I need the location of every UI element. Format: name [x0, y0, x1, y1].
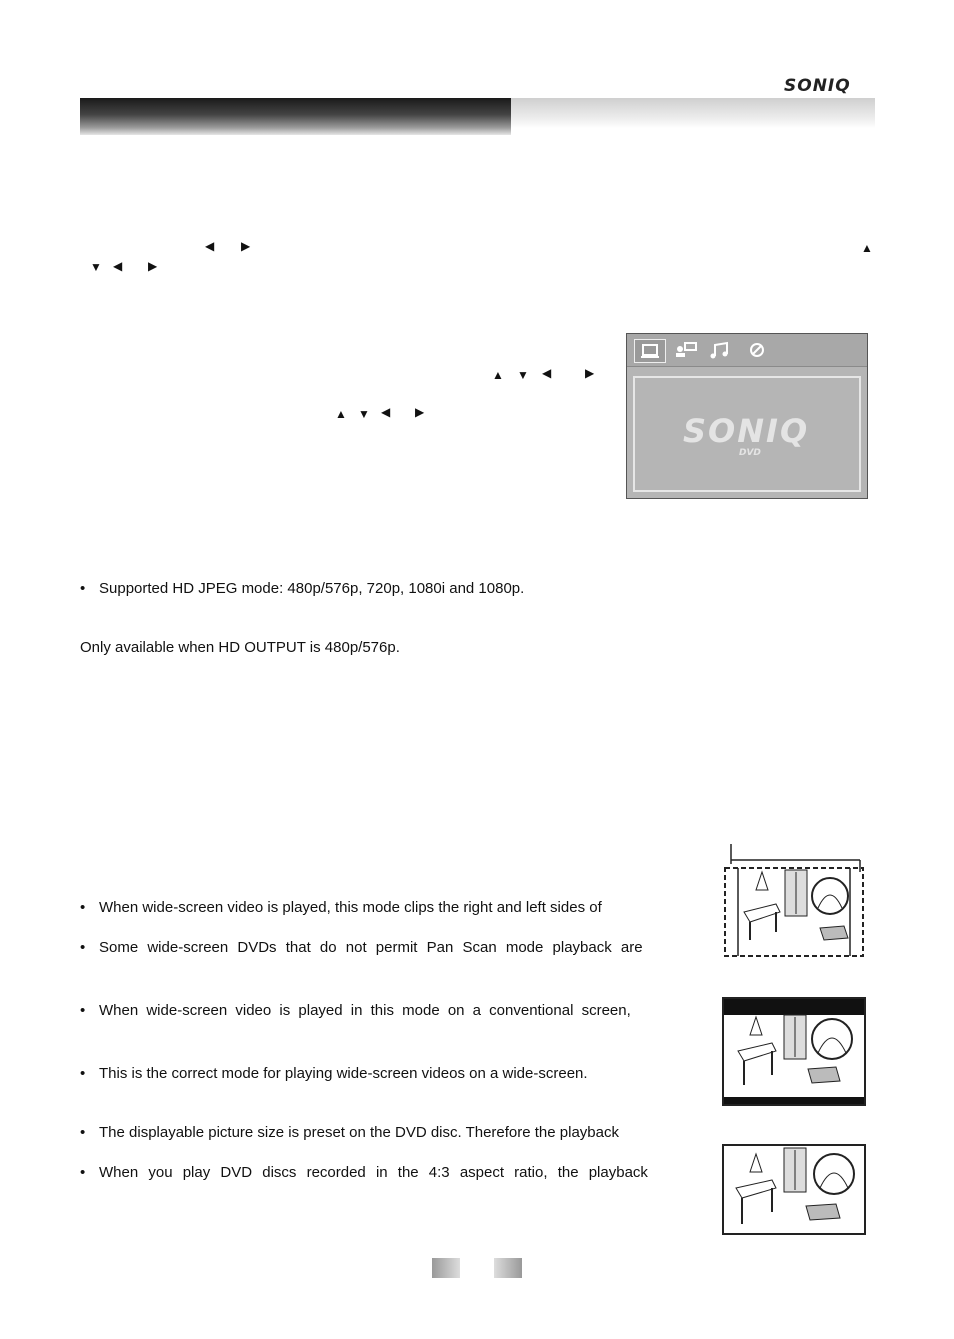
up-arrow-icon: ▲: [492, 368, 504, 382]
page-number-tab-left: [432, 1258, 460, 1278]
list-item-text: Supported HD JPEG mode: 480p/576p, 720p, 1080i and 1080p.: [99, 580, 525, 597]
down-arrow-icon: ▼: [517, 368, 529, 382]
down-arrow-icon: ▼: [358, 407, 370, 421]
letterbox-illustration: [722, 997, 866, 1106]
audio-icon: [704, 339, 736, 363]
wide-screen-illustration: [722, 1144, 866, 1235]
osd-dvd-logo: DVD: [739, 448, 761, 458]
list-item: • Supported HD JPEG mode: 480p/576p, 720p, 1080i and 1080p.: [80, 580, 525, 597]
list-item: • When wide-screen video is played in this mode on a conventional screen,: [80, 1002, 631, 1019]
setup-menu-screenshot: [626, 333, 868, 499]
page-number-tab-right: [494, 1258, 522, 1278]
monitor-icon: [634, 339, 666, 363]
right-arrow-icon: ▶: [148, 259, 158, 273]
list-item: • The displayable picture size is preset on the DVD disc. Therefore the playback: [80, 1124, 619, 1141]
list-item-text: When you play DVD discs recorded in the 4:3 aspect ratio, the playback: [99, 1164, 648, 1181]
pan-scan-illustration: [720, 842, 866, 958]
list-item-text: Some wide-screen DVDs that do not permit Pan Scan mode playback are: [99, 939, 643, 956]
right-arrow-icon: ▶: [241, 239, 251, 253]
list-item: • When you play DVD discs recorded in the 4:3 aspect ratio, the playback: [80, 1164, 648, 1181]
preferences-icon: [741, 339, 773, 363]
up-arrow-icon: ▲: [335, 407, 347, 421]
setup-menu-tab-bar: [627, 334, 867, 367]
list-item: • This is the correct mode for playing wide-screen videos on a wide-screen.: [80, 1065, 588, 1082]
right-arrow-icon: ▶: [415, 405, 425, 419]
list-item-text: This is the correct mode for playing wide-screen videos on a wide-screen.: [99, 1065, 588, 1082]
brand-logo: SONIQ: [784, 76, 851, 96]
list-item-text: When wide-screen video is played, this mode clips the right and left sides of: [99, 899, 602, 916]
list-item: • Some wide-screen DVDs that do not permit Pan Scan mode playback are: [80, 939, 643, 956]
list-item-text: When wide-screen video is played in this mode on a conventional screen,: [99, 1002, 631, 1019]
left-arrow-icon: ◀: [113, 259, 123, 273]
language-icon: [670, 339, 702, 363]
left-arrow-icon: ◀: [205, 239, 215, 253]
osd-brand-logo: SONIQ: [683, 412, 810, 450]
hd-output-note: Only available when HD OUTPUT is 480p/576p.: [80, 639, 400, 656]
left-arrow-icon: ◀: [381, 405, 391, 419]
section-header-light: [511, 98, 875, 128]
up-arrow-icon: ▲: [861, 241, 873, 255]
section-header-bar: [80, 98, 875, 135]
section-header-dark: [80, 98, 511, 135]
down-arrow-icon: ▼: [90, 260, 102, 274]
list-item-text: The displayable picture size is preset on the DVD disc. Therefore the playback: [99, 1124, 619, 1141]
list-item: • When wide-screen video is played, this mode clips the right and left sides of: [80, 899, 602, 916]
right-arrow-icon: ▶: [585, 366, 595, 380]
left-arrow-icon: ◀: [542, 366, 552, 380]
